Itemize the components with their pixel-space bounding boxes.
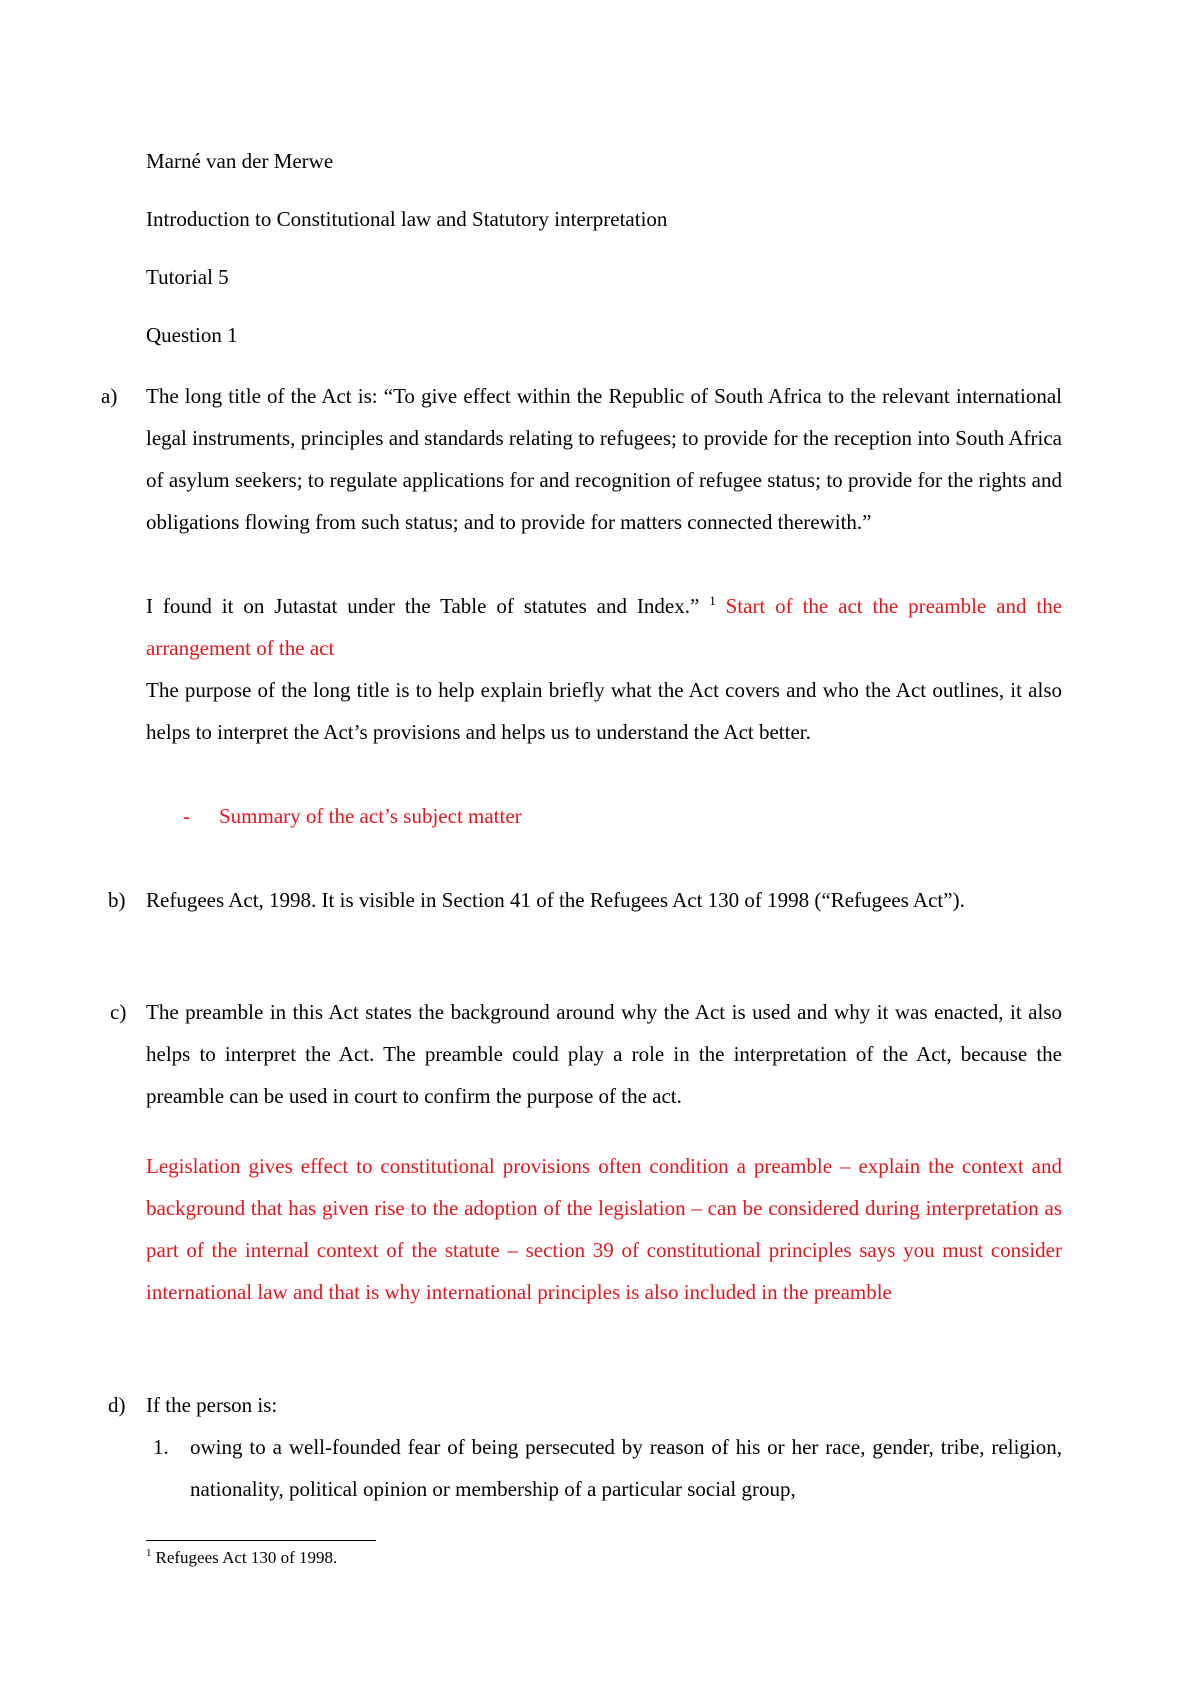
course-title: Introduction to Constitutional law and Statutory interpretation: [146, 207, 668, 231]
answer-a-marker: a): [101, 384, 118, 408]
answer-d-marker: d): [108, 1393, 126, 1417]
author-name: Marné van der Merwe: [146, 149, 334, 173]
footnote-separator: [146, 1540, 376, 1541]
answer-d-item-marker: 1.: [153, 1435, 169, 1459]
footnote: [146, 1546, 337, 1570]
answer-c-red-note: Legislation gives effect to constitutional provisions often condition a preamble – explain the context and background that has given rise to the adoption of the legislation – can be considered during interpretation as part of the internal context of the statute – section 39 of constitutional principles says you must consider international law and that is why international principles is also included in the preamble: [146, 1154, 1062, 1304]
tutorial-label: Tutorial 5: [146, 265, 229, 289]
bullet-dash: -: [183, 804, 190, 828]
footnote-mark: 1: [146, 1547, 152, 1560]
answer-a-long-title: The long title of the Act is: “To give effect within the Republic of South Africa to the relevant international legal instruments, principles and standards relating to refugees; to provide for the reception into South Africa of asylum seekers; to regulate applications for and recognition of refugee status; to provide for the rights and obligations flowing from such status; and to provide for matters connected therewith.”: [146, 384, 1062, 534]
answer-a-found: [146, 585, 1062, 669]
answer-a-purpose: The purpose of the long title is to help explain briefly what the Act covers and who the Act outlines, it also helps to interpret the Act’s provisions and helps us to understand the Act better.: [146, 678, 1062, 744]
answer-d-text: If the person is:: [146, 1393, 278, 1417]
answer-d-item: owing to a well-founded fear of being persecuted by reason of his or her race, gender, tribe, religion, nationality, political opinion or membership of a particular social group,: [190, 1435, 1062, 1501]
footnote-text: Refugees Act 130 of 1998.: [155, 1548, 338, 1567]
answer-a-bullet: Summary of the act’s subject matter: [219, 804, 522, 828]
answer-b-text: Refugees Act, 1998. It is visible in Section 41 of the Refugees Act 130 of 1998 (“Refugees Act”).: [146, 888, 965, 912]
answer-b-marker: b): [108, 888, 126, 912]
footnote-reference: 1: [709, 593, 716, 608]
answer-a-found-text: I found it on Jutastat under the Table of statutes and Index.”: [146, 594, 700, 618]
answer-a-red-note: Start of the act the preamble and the arrangement of the act: [146, 594, 1063, 660]
answer-c-text: The preamble in this Act states the background around why the Act is used and why it was enacted, it also helps to interpret the Act. The preamble could play a role in the interpretation of the Act, because the preamble can be used in court to confirm the purpose of the act.: [146, 1000, 1062, 1108]
question-label: Question 1: [146, 323, 238, 347]
answer-c-marker: c): [110, 1000, 127, 1024]
